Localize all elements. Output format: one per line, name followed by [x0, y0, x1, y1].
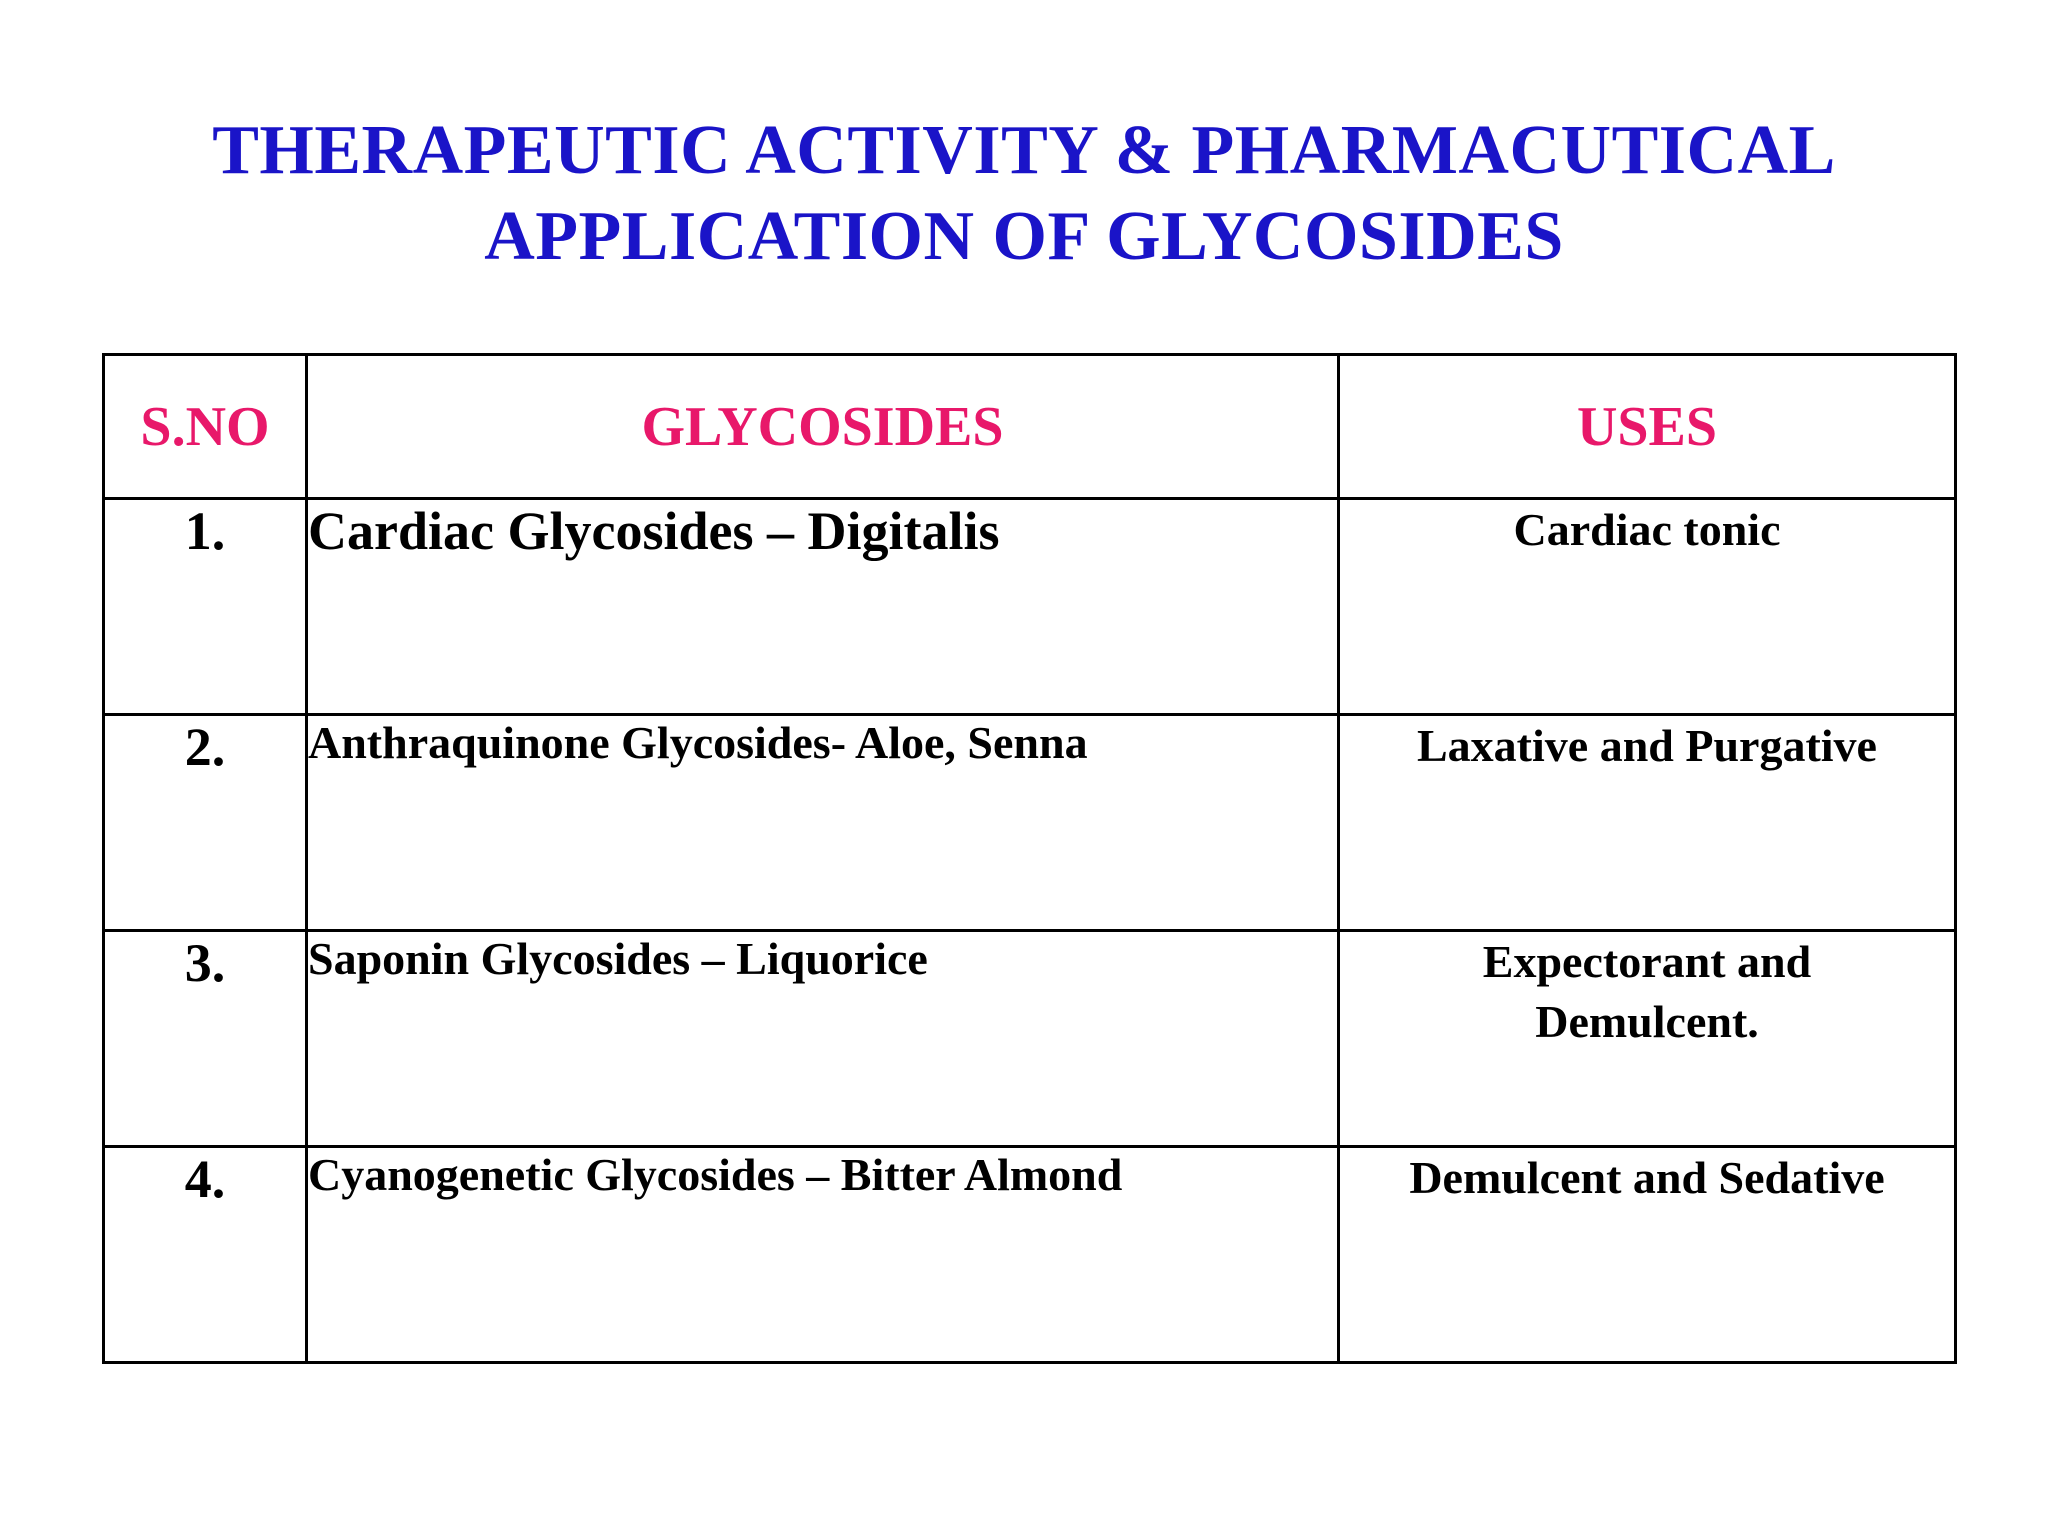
row-glycoside: Anthraquinone Glycosides- Aloe, Senna: [307, 715, 1339, 931]
row-sno: 4.: [104, 1147, 307, 1363]
row-use: Cardiac tonic: [1339, 499, 1956, 715]
slide-title-line-2: APPLICATION OF GLYCOSIDES: [484, 198, 1564, 275]
row-sno: 3.: [104, 931, 307, 1147]
header-glycosides: GLYCOSIDES: [307, 355, 1339, 499]
table-row: [104, 1147, 1956, 1363]
slide-title-line-1: THERAPEUTIC ACTIVITY & PHARMACUTICAL: [212, 112, 1836, 189]
table-header-row: [104, 355, 1956, 499]
table-row: [104, 931, 1956, 1147]
row-glycoside: Cyanogenetic Glycosides – Bitter Almond: [307, 1147, 1339, 1363]
row-sno: 2.: [104, 715, 307, 931]
row-use: Laxative and Purgative: [1339, 715, 1956, 931]
row-use: Demulcent and Sedative: [1339, 1147, 1956, 1363]
table-row: [104, 499, 1956, 715]
row-glycoside: Cardiac Glycosides – Digitalis: [307, 499, 1339, 715]
table-row: [104, 715, 1956, 931]
row-use: Expectorant and Demulcent.: [1339, 931, 1956, 1147]
slide-title: [0, 108, 2048, 280]
header-uses: USES: [1339, 355, 1956, 499]
header-sno: S.NO: [104, 355, 307, 499]
row-glycoside: Saponin Glycosides – Liquorice: [307, 931, 1339, 1147]
glycosides-table: [102, 353, 1957, 1364]
row-sno: 1.: [104, 499, 307, 715]
